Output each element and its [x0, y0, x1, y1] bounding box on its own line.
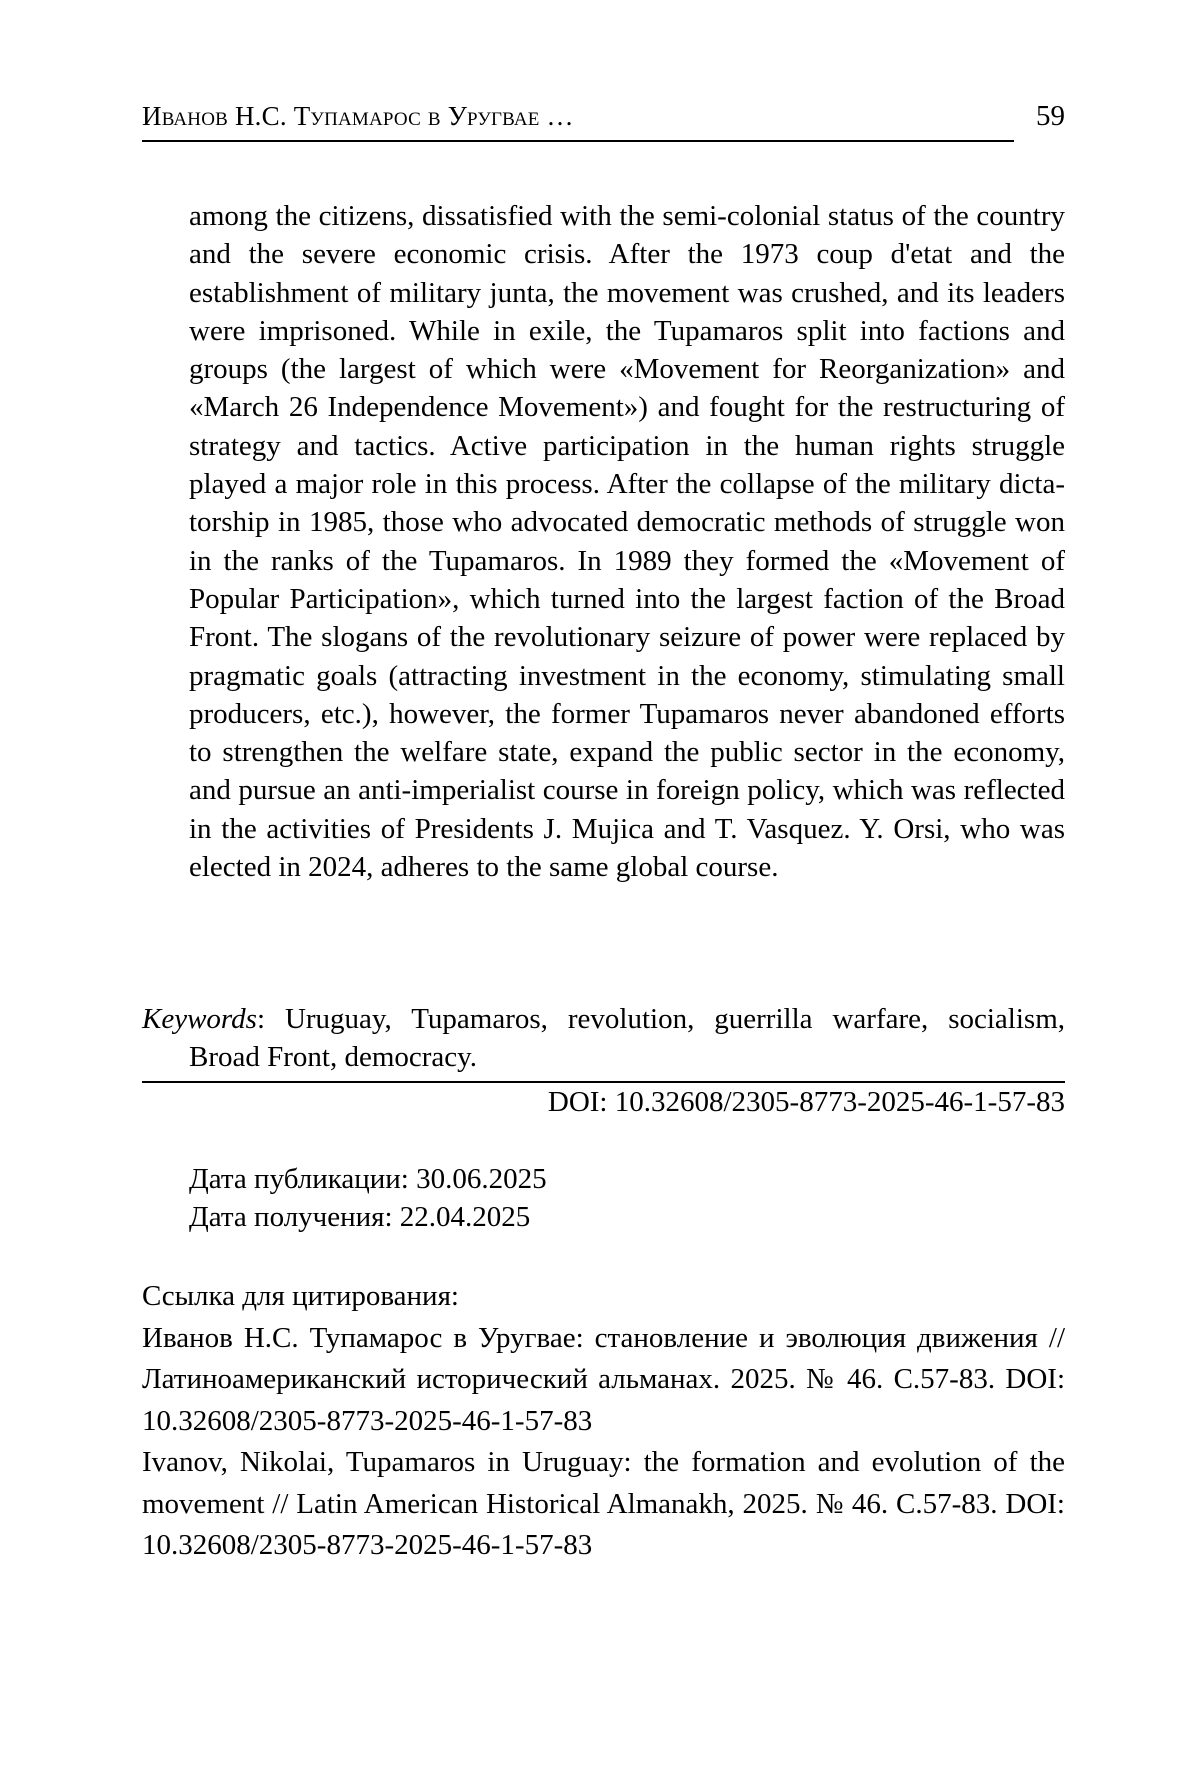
keywords-text: : Uruguay, Tupamaros, revolution, guerrilla warfare, socialism, Broad Front, democracy. — [189, 1003, 1065, 1074]
citation-russian: Иванов Н.С. Тупамарос в Уругвае: становление и эволюция движения // Латиноамериканский исторический альманах. 2025. № 46. С.57-83. DOI: 10.32608/2305-8773-2025-46-1-57-83 — [142, 1321, 1065, 1437]
page-number: 59 — [1036, 100, 1065, 132]
abstract-body: among the citizens, dissatisfied with the semi-colonial status of the country and the severe economic crisis. After the 1973 coup d'etat and the establishment of military junta, the movement was crushed, and its leaders were imprisoned. While in exile, the Tupamaros split into factions and groups (the largest of which were «Movement for Reorganization» and «March 26 Independence Movement») and fought for the restructuring of strategy and tactics. Active participation in the human rights struggle played a major role in this process. After the collapse of the military dictatorship in 1985, those who advocated democratic methods of struggle won in the ranks of the Tupamaros. In 1989 they formed the «Movement of Popular Participation», which turned into the largest faction of the Broad Front. The slogans of the revolutionary seizure of power were replaced by pragmatic goals (attracting investment in the economy, stimulating small producers, etc.), however, the former Tupamaros never abandoned efforts to strengthen the welfare state, expand the public sector in the economy, and pursue an anti-imperialist course in foreign policy, which was reflected in the activities of Presidents J. Mujica and T. Vasquez. Y. Orsi, who was elected in 2024, adheres to the same global course. — [189, 200, 1065, 884]
keywords-paragraph — [142, 1000, 1065, 1077]
citation-heading: Ссылка для цитирования: — [142, 1280, 459, 1312]
dates-block — [189, 1160, 547, 1237]
keywords-rule — [142, 1081, 1065, 1083]
received-date: Дата получения: 22.04.2025 — [189, 1201, 531, 1234]
header-rule — [142, 140, 1014, 142]
doi-line: DOI: 10.32608/2305-8773-2025-46-1-57-83 — [547, 1086, 1065, 1118]
publication-date: Дата публикации: 30.06.2025 — [189, 1163, 547, 1195]
keywords-label: Keywords — [142, 1003, 257, 1035]
running-title: Иванов Н.С. Тупамарос в Уругвае … — [142, 101, 574, 131]
citation-english: Ivanov, Nikolai, Tupamaros in Uruguay: the formation and evolution of the movement // Latin American Historical Almanakh, 2025. № 46. С.57-83. DOI: 10.32608/2305-8773-2025-46-1-57-83 — [142, 1446, 1065, 1561]
citation-block — [142, 1276, 1065, 1567]
